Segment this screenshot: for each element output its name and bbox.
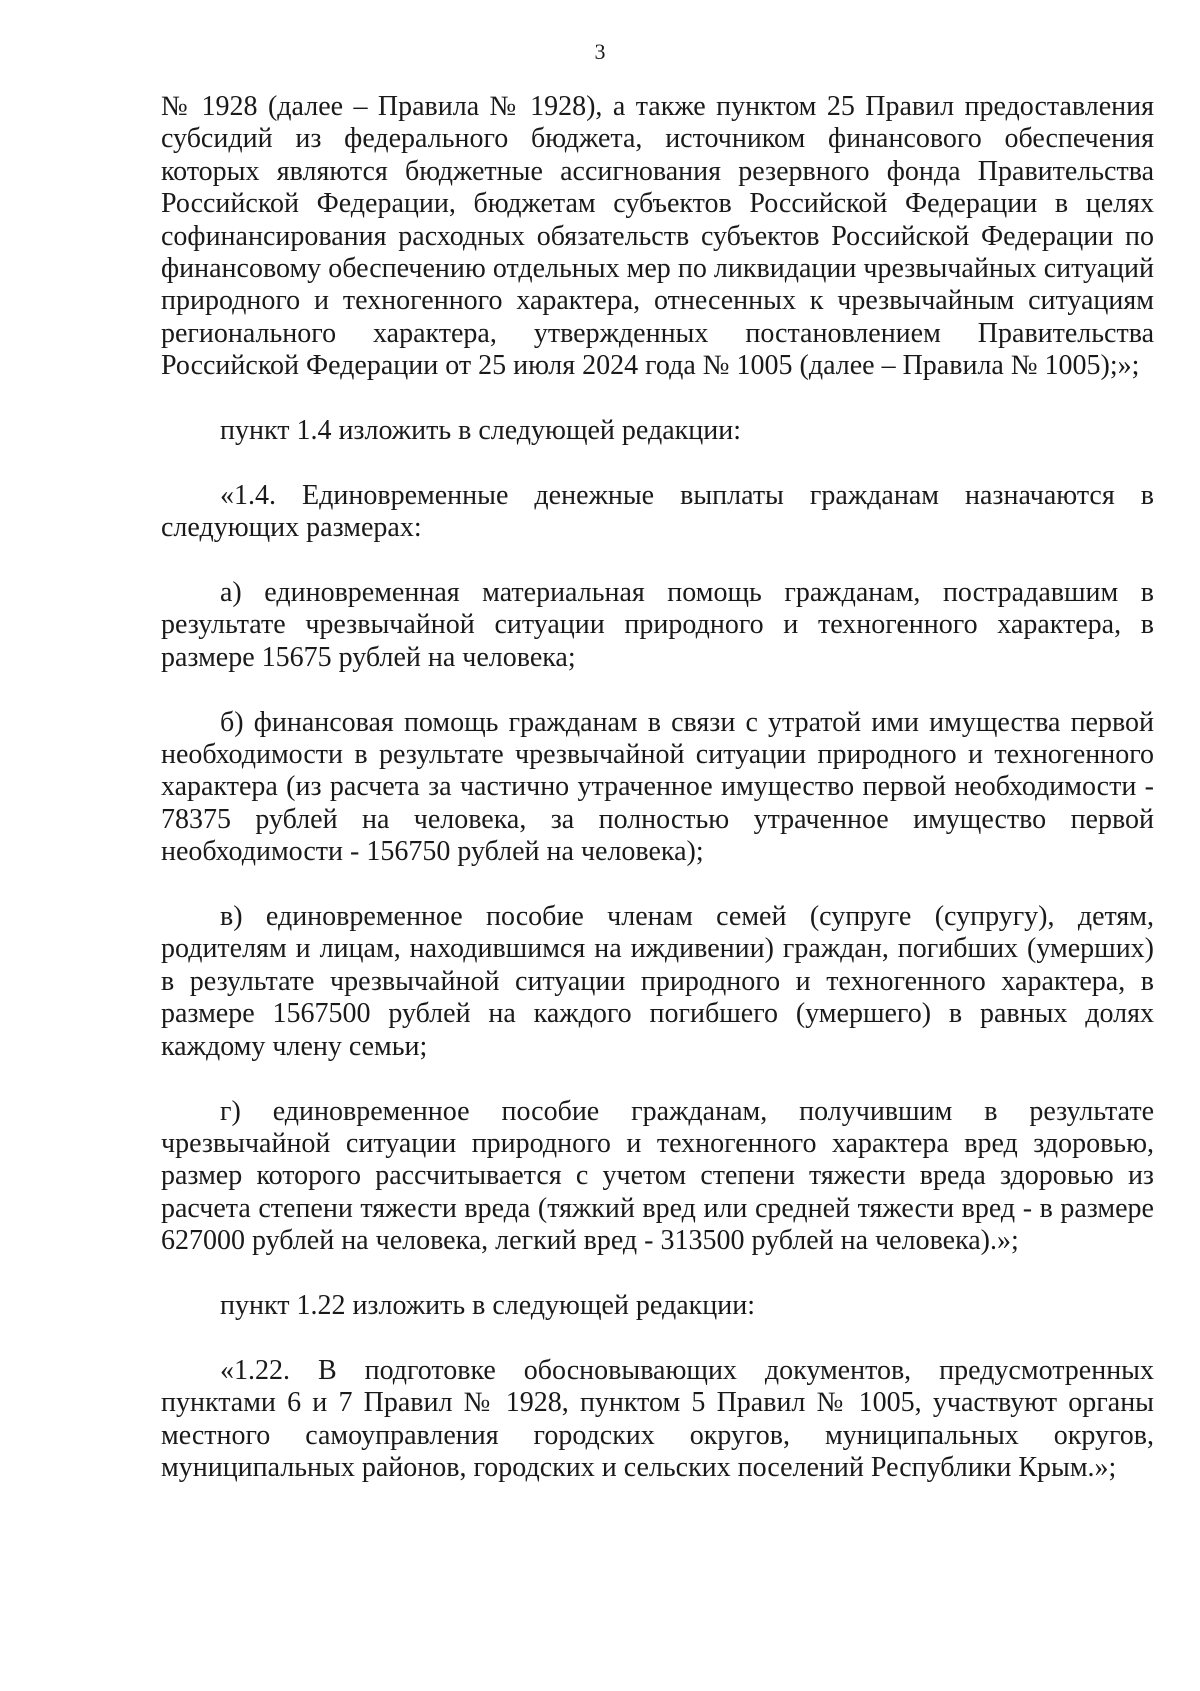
paragraph-item-b: б) финансовая помощь гражданам в связи с утратой ими имущества первой необходимости в результате чрезвычайной ситуации природного и техногенного характера (из расчета за частично утраченное имущество первой необходимости - 78375 рублей на человека, за полностью утраченное имущество первой необходимости - 156750 рублей на человека); [161,706,1154,868]
page-number: 3 [594,39,606,64]
paragraph-amend-1-22-intro: пункт 1.22 изложить в следующей редакции: [220,1289,755,1321]
paragraph-item-v: в) единовременное пособие членам семей (супруге (супругу), детям, родителям и лицам, находившимся на иждивении) граждан, погибших (умерших) в результате чрезвычайной ситуации природного и техногенного характера, в размере 1567500 рублей на каждого погибшего (умершего) в равных долях каждому члену семьи; [161,901,1154,1062]
paragraph-amend-1-4-intro: пункт 1.4 изложить в следующей редакции: [220,415,741,447]
paragraph-1-4: «1.4. Единовременные денежные выплаты гражданам назначаются в следующих размерах: [161,479,1154,544]
paragraph-continuation: № 1928 (далее – Правила № 1928), а также пунктом 25 Правил предоставления субсидий из федерального бюджета, источником финансового обеспечения которых являются бюджетные ассигнования резервного фонда Правительства Российской Федерации, бюджетам субъектов Российской Федерации в целях софинансирования расходных обязательств субъектов Российской Федерации по финансовому обеспечению отдельных мер по ликвидации чрезвычайных ситуаций природного и техногенного характера, отнесенных к чрезвычайным ситуациям регионального характера, утвержденных постановлением Правительства Российской Федерации от 25 июля 2024 года № 1005 (далее – Правила № 1005);»; [161,91,1154,382]
paragraph-1-22: «1.22. В подготовке обосновывающих документов, предусмотренных пунктами 6 и 7 Правил № 1928, пунктом 5 Правил № 1005, участвуют органы местного самоуправления городских округов, муниципальных округов, муниципальных районов, городских и сельских поселений Республики Крым.»; [161,1354,1154,1483]
document-body [161,91,1154,1484]
paragraph-item-a: а) единовременная материальная помощь гражданам, пострадавшим в результате чрезвычайной ситуации природного и техногенного характера, в размере 15675 рублей на человека; [161,577,1154,673]
paragraph-item-g: г) единовременное пособие гражданам, получившим в результате чрезвычайной ситуации природного и техногенного характера вред здоровью, размер которого рассчитывается с учетом степени тяжести вреда здоровью из расчета степени тяжести вреда (тяжкий вред или средней тяжести вред - в размере 627000 рублей на человека, легкий вред - 313500 рублей на человека).»; [161,1095,1154,1257]
